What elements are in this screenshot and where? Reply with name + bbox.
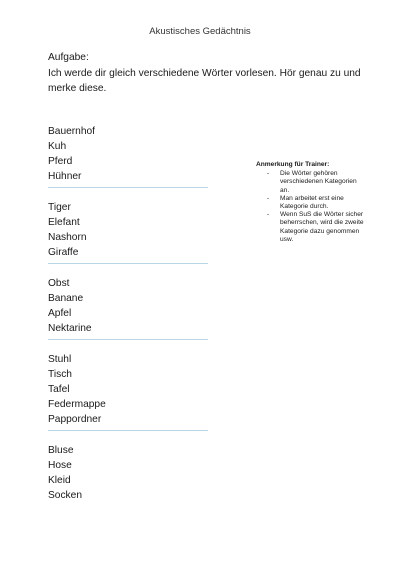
word-item: Elefant xyxy=(48,217,80,228)
category-fruit xyxy=(48,276,208,340)
bullet-dash: - xyxy=(267,211,270,219)
word-item: Tiger xyxy=(48,202,71,213)
word-item: Pferd xyxy=(48,156,73,167)
word-item: Tafel xyxy=(48,384,70,395)
bullet-dash: - xyxy=(267,194,270,202)
word-item: Stuhl xyxy=(48,354,72,365)
word-item: Obst xyxy=(48,278,70,289)
word-item: Kuh xyxy=(48,141,67,152)
category-classroom xyxy=(48,352,208,431)
trainer-note-title: Anmerkung für Trainer: xyxy=(256,161,330,168)
word-item: Nashorn xyxy=(48,232,87,243)
page-header-title: Akustisches Gedächtnis xyxy=(149,26,251,37)
word-categories xyxy=(48,124,208,503)
word-item: Banane xyxy=(48,293,84,304)
trainer-note-text: Man arbeitet erst eine Kategorie durch. xyxy=(280,194,344,211)
category-clothing xyxy=(48,443,208,503)
trainer-note xyxy=(256,161,366,244)
word-item: Kleid xyxy=(48,475,71,486)
task-instruction: Ich werde dir gleich verschiedene Wörter vorlesen. Hör genau zu und merke diese. xyxy=(48,67,361,94)
trainer-note-text: Wenn SuS die Wörter sicher beherrschen, wird die zweite Kategorie dazu genommen usw. xyxy=(280,211,364,243)
category-wild-animals xyxy=(48,200,208,264)
trainer-note-list xyxy=(256,170,366,244)
word-item: Giraffe xyxy=(48,247,79,258)
word-item: Apfel xyxy=(48,308,72,319)
word-item: Hühner xyxy=(48,171,82,182)
trainer-note-item xyxy=(256,195,366,211)
word-item: Pappordner xyxy=(48,414,102,425)
category-divider xyxy=(48,187,208,188)
task-section xyxy=(48,50,368,97)
word-item: Bauernhof xyxy=(48,126,96,137)
category-divider xyxy=(48,339,208,340)
category-farm xyxy=(48,124,208,188)
word-item: Socken xyxy=(48,490,82,501)
word-item: Bluse xyxy=(48,445,74,456)
category-divider xyxy=(48,263,208,264)
bullet-dash: - xyxy=(267,170,270,178)
trainer-note-item xyxy=(256,170,366,195)
word-item: Tisch xyxy=(48,369,72,380)
category-divider xyxy=(48,430,208,431)
trainer-note-item xyxy=(256,211,366,244)
word-item: Nektarine xyxy=(48,323,92,334)
trainer-note-text: Die Wörter gehören verschiedenen Kategorien an. xyxy=(280,170,357,194)
word-item: Federmappe xyxy=(48,399,106,410)
task-label: Aufgabe: xyxy=(48,52,89,63)
word-item: Hose xyxy=(48,460,72,471)
